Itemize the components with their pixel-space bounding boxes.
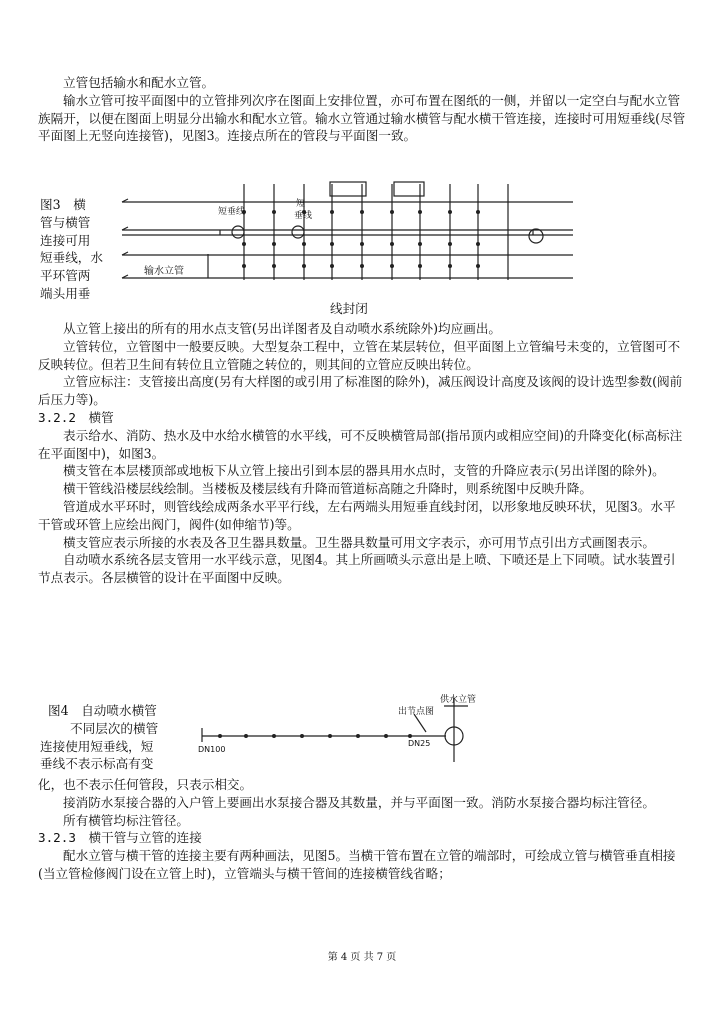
caption-line: 端头用垂 (40, 285, 91, 301)
caption-line: 连接可用 (40, 232, 91, 248)
label-short-vertical: 短垂线 (218, 207, 246, 217)
intro-block (38, 74, 686, 145)
caption-line: 化，也不表示任何管段，只表示相交。 (38, 777, 253, 792)
caption-line: 图4 自动喷水横管 (48, 703, 157, 718)
paragraph: 输水立管可按平面图中的立管排列次序在图面上安排位置，亦可布置在图纸的一侧，并留以一定空白与配水立管族隔开，以便在图面上明显分出输水和配水立管。输水立管通过输水横管与配水横干管连接，连接时可用短垂线(尽管平面图上无竖向连接管)，见图3。连接点所在的管段与平面图一致。 (38, 92, 686, 144)
paragraph: 横干管线沿楼层线绘制。当楼板及楼层线有升降而管道标高随之升降时，则系统图中反映升降。 (63, 481, 592, 497)
paragraph: 所有横管均标注管径。 (63, 812, 189, 828)
caption-line: 平环管两 (40, 268, 91, 284)
page-footer: 第 4 页 共 7 页 (327, 952, 397, 963)
paragraph: 管道成水平环时，则管线绘成两条水平平行线，左右两端头用短垂直线封闭，以形象地反映环状，见图3。水平干管或环管上应绘出阀门，阀件(如伸缩节)等。 (38, 498, 676, 532)
paragraph: 配水立管与横干管的连接主要有两种画法，见图5。当横干管布置在立管的端部时，可绘成立管与横管垂直相接(当立管检修阀门设在立管上时)，立管端头与横干管间的连接横管线省略； (38, 848, 676, 881)
caption-line: 连接使用短垂线，短 (40, 738, 154, 754)
paragraph: 接消防水泵接合器的入户管上要画出水泵接合器及其数量，并与平面图一致。消防水泵接合器均标注管径。 (63, 794, 655, 810)
caption-line: 不同层次的横管 (70, 720, 159, 736)
label-supply-riser: 输水立管 (144, 266, 184, 277)
section-heading: 3.2.3 横干管与立管的连接 (38, 830, 202, 846)
lower-block (38, 776, 686, 883)
caption-line: 线封闭 (330, 301, 368, 316)
paragraph: 立管应标注：支管接出高度(另有大样图的或引用了标准图的除外)，减压阀设计高度及该阀的设计选型参数(阀前后压力等)。 (38, 374, 683, 408)
figure-4-caption (40, 702, 190, 773)
paragraph: 立管转位，立管图中一般要反映。大型复杂工程中，立管在某层转位，但平面图上立管编号未变的，立管图可不反映转位。但若卫生间有转位且立管随之转位的，则其间的立管应反映出转位。 (38, 338, 681, 372)
label-supply-riser: 供水立管 (440, 695, 477, 705)
figure-3-diagram (118, 176, 578, 288)
label-dn100: DN100 (198, 745, 226, 754)
figure-4-diagram (196, 690, 486, 770)
caption-line: 垂线不表示标高有变 (40, 756, 154, 772)
paragraph: 自动喷水系统各层支管用一水平线示意，见图4。其上所画喷头示意出是上喷、下喷还是上下同喷。试水装置引节点表示。各层横管的设计在平面图中反映。 (38, 552, 676, 586)
riser-block (38, 320, 686, 587)
caption-line: 管与横管 (40, 214, 91, 230)
label-node-detail: 出节点图 (398, 707, 435, 717)
label-vertical: 垂线 (294, 211, 313, 221)
paragraph: 从立管上接出的所有的用水点支管(另出详图者及自动喷水系统除外)均应画出。 (63, 321, 502, 336)
paragraph: 立管包括输水和配水立管。 (63, 75, 215, 90)
paragraph: 横支管在本层楼顶部或地板下从立管上接出引到本层的器具用水点时，支管的升降应表示(另出详图的除外)。 (63, 463, 665, 479)
figure-3-caption (40, 196, 118, 303)
section-heading: 3.2.2 横管 (38, 409, 114, 425)
caption-line: 图3 横 (40, 197, 86, 212)
paragraph: 表示给水、消防、热水及中水给水横管的水平线，可不反映横管局部(指吊顶内或相应空间)的升降变化(标高标注在平面图中)，如图3。 (38, 427, 683, 461)
caption-line: 短垂线，水 (40, 250, 103, 266)
paragraph: 横支管应表示所接的水表及各卫生器具数量。卫生器具数量可用文字表示，亦可用节点引出方式画图表示。 (63, 534, 655, 550)
label-dn25: DN25 (408, 739, 431, 748)
label-short: 短 (296, 199, 306, 209)
